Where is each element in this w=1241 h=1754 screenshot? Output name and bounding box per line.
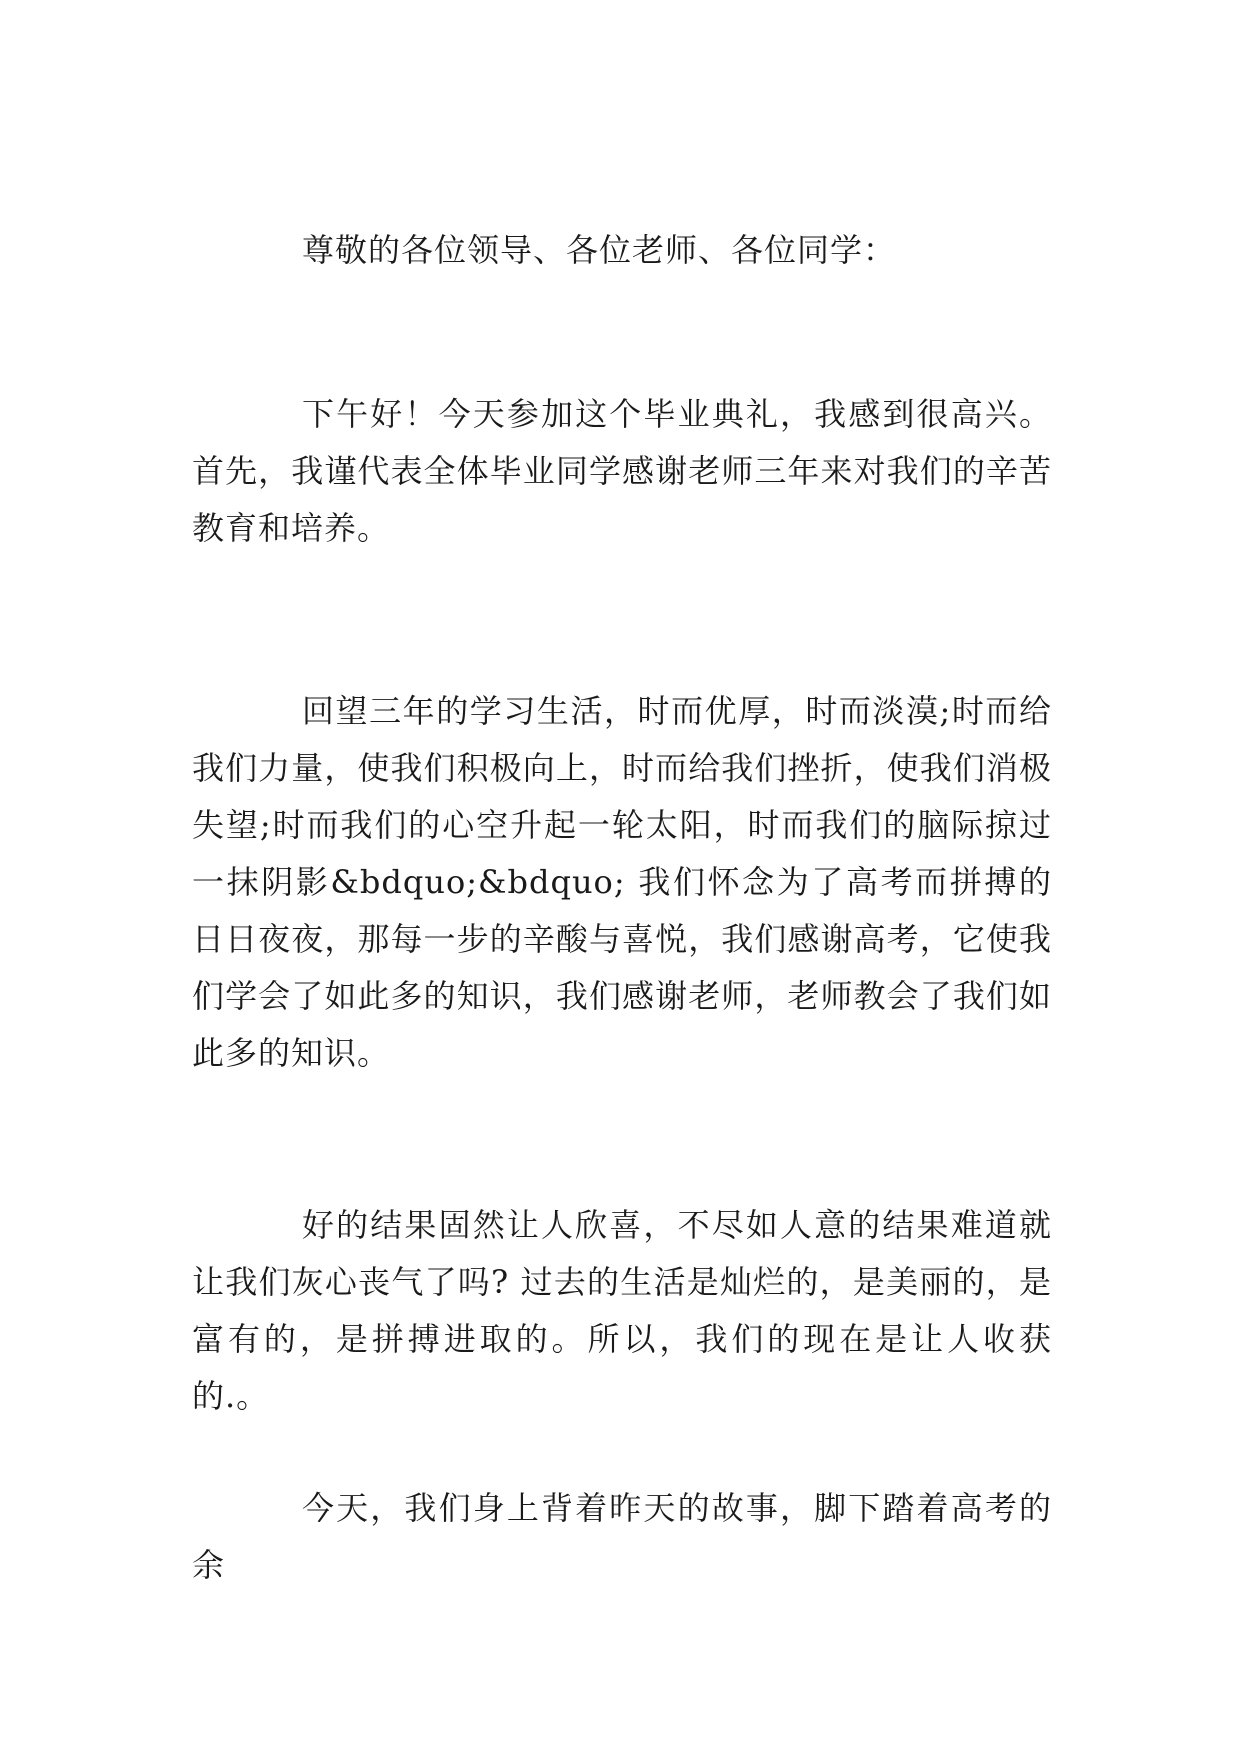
paragraph-greeting: 下午好！今天参加这个毕业典礼，我感到很高兴。首先，我谨代表全体毕业同学感谢老师三年来对我们的辛苦教育和培养。 (192, 395, 1052, 547)
paragraph-review: 回望三年的学习生活，时而优厚，时而淡漠;时而给我们力量，使我们积极向上，时而给我们挫折，使我们消极失望;时而我们的心空升起一轮太阳，时而我们的脑际掠过一抹阴影&bdquo;&bdquo; 我们怀念为了高考而拼搏的日日夜夜，那每一步的辛酸与喜悦，我们感谢高考，它使我们学会了如此多的知识，我们感谢老师，老师教会了我们如此多的知识。 (192, 692, 1052, 1072)
paragraph-results: 好的结果固然让人欣喜，不尽如人意的结果难道就让我们灰心丧气了吗? 过去的生活是灿烂的，是美丽的，是富有的，是拼搏进取的。所以，我们的现在是让人收获的.。 (192, 1206, 1052, 1415)
paragraph-today: 今天，我们身上背着昨天的故事，脚下踏着高考的余 (192, 1489, 1052, 1584)
salutation: 尊敬的各位领导、各位老师、各位同学： (302, 231, 897, 269)
